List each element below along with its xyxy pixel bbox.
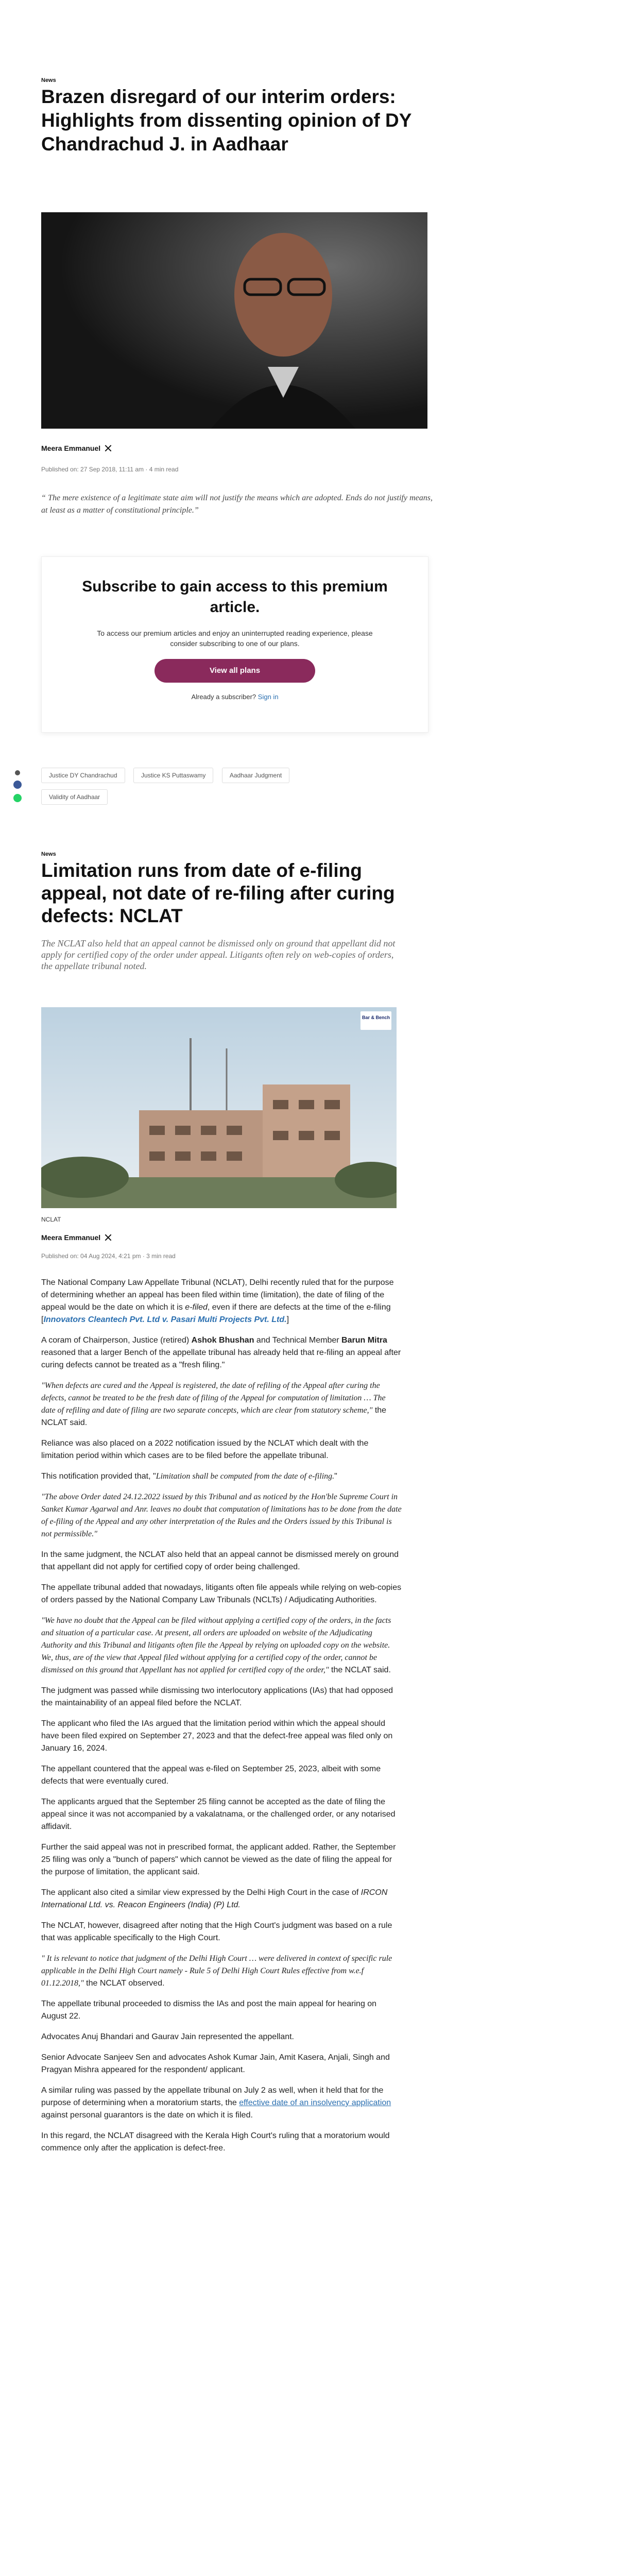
- paragraph: In the same judgment, the NCLAT also held that an appeal cannot be dismissed merely on ground that appellant did not apply for certified copy of order being challenged.: [41, 1550, 399, 1571]
- article1-title[interactable]: Brazen disregard of our interim orders: Highlights from dissenting opinion of DY Chandrachud J. in Aadhaar: [41, 86, 411, 155]
- sign-in-link[interactable]: Sign in: [258, 693, 279, 701]
- premium-heading: Subscribe to gain access to this premium article.: [82, 578, 388, 616]
- premium-text: To access our premium articles and enjoy an uninterrupted reading experience, please consider subscribing to one of our plans.: [97, 629, 373, 648]
- article1-published: Published on: 27 Sep 2018, 11:11 am · 4 min read: [41, 466, 179, 473]
- paragraph: This notification provided that, "Limitation shall be computed from the date of e-filing.": [41, 1472, 337, 1481]
- paragraph: A coram of Chairperson, Justice (retired) Ashok Bhushan and Technical Member Barun Mitra reasoned that a larger Bench of the appellate tribunal has already held that re-filing an appeal after curing defects cannot be treated as a "fresh filing.": [41, 1336, 401, 1369]
- article2-author[interactable]: Meera Emmanuel: [41, 1233, 433, 1242]
- tag[interactable]: Justice KS Puttaswamy: [133, 768, 213, 783]
- share-icon[interactable]: [15, 770, 20, 775]
- whatsapp-icon[interactable]: [13, 794, 22, 802]
- paragraph: Advocates Anuj Bhandari and Gaurav Jain represented the appellant.: [41, 2032, 294, 2041]
- article2-kicker: News: [41, 851, 56, 857]
- paragraph: The appellant countered that the appeal was e-filed on September 25, 2023, albeit with some defects that were eventually cured.: [41, 1765, 381, 1786]
- premium-paywall: [41, 556, 428, 733]
- paragraph: The judgment was passed while dismissing two interlocutory applications (IAs) that had opposed the maintainability of an appeal filed before the NCLAT.: [41, 1686, 393, 1707]
- paragraph: The applicants argued that the September 25 filing cannot be accepted as the date of filing the appeal since it was not accompanied by a vakalatnama, or the challenged order, or any notarised affidavit.: [41, 1798, 396, 1831]
- paragraph: Further the said appeal was not in prescribed format, the applicant added. Rather, the September 25 filing was only a "bunch of papers" which cannot be viewed as the date of filing the appeal for the purpose of limitation, the applicant said.: [41, 1843, 396, 1876]
- paragraph: " It is relevant to notice that judgment of the Delhi High Court … were delivered in context of specific rule applicable in the Delhi High Court namely - Rule 5 of Delhi High Court Rules effective from w.e.f 01.12.2018," the NCLAT observed.: [41, 1954, 392, 1988]
- article2-hero-image: [41, 1007, 397, 1208]
- paragraph: Senior Advocate Sanjeev Sen and advocates Ashok Kumar Jain, Amit Kasera, Anjali, Singh and Pragyan Mishra appeared for the respondent/ applicant.: [41, 2053, 390, 2074]
- paragraph: A similar ruling was passed by the appellate tribunal on July 2 as well, when it held that for the purpose of determining when a moratorium starts, the effective date of an insolvency application against personal guarantors is the date on which it is filed.: [41, 2086, 391, 2120]
- article1-tags: [41, 768, 433, 811]
- paragraph: The appellate tribunal added that nowadays, litigants often file appeals while relying on web-copies of orders passed by the National Company Law Tribunals (NCLTs) / Adjudicating Authorities.: [41, 1583, 402, 1604]
- view-all-plans-button[interactable]: View all plans: [154, 659, 315, 683]
- paragraph: The National Company Law Appellate Tribunal (NCLAT), Delhi recently ruled that for the purpose of determining whether an appeal has been filed within time (limitation), the date of filing of the appeal would be the date on which it is e-filed, even if there are defects at the time of the e-filing [Innovators Cleantech Pvt. Ltd v. Pasari Multi Projects Pvt. Ltd.]: [41, 1278, 394, 1324]
- paragraph: The NCLAT, however, disagreed after noting that the High Court's judgment was based on a rule that was applicable specifically to the High Court.: [41, 1921, 392, 1942]
- tag[interactable]: Justice DY Chandrachud: [41, 768, 125, 783]
- nclat-building-illustration: [41, 1007, 397, 1208]
- x-twitter-icon[interactable]: [105, 1234, 112, 1241]
- paragraph: In this regard, the NCLAT disagreed with the Kerala High Court's ruling that a moratorium would commence only after the application is defect-free.: [41, 2131, 390, 2153]
- paragraph: Reliance was also placed on a 2022 notification issued by the NCLAT which dealt with the limitation period within which cases are to be filed before the appellate tribunal.: [41, 1439, 369, 1460]
- paragraph: The appellate tribunal proceeded to dismiss the IAs and post the main appeal for hearing on August 22.: [41, 1999, 377, 2021]
- article2-body: [41, 1277, 402, 2163]
- tag[interactable]: Validity of Aadhaar: [41, 789, 108, 805]
- article1-quote: “ The mere existence of a legitimate state aim will not justify the means which are adopted. Ends do not justify means, at least as a matter of constitutional principle.”: [41, 494, 433, 515]
- article2-subtitle: The NCLAT also held that an appeal cannot be dismissed only on ground that appellant did not apply for certified copy of the order under appeal. Litigants often rely on web-copies of orders, the appellate tribunal noted.: [41, 938, 396, 971]
- article1-hero-image: [41, 212, 427, 429]
- paragraph: The applicant who filed the IAs argued that the limitation period within which the appeal should have been filed expired on September 27, 2023 and that the defect-free appeal was filed only on January 16, 2024.: [41, 1719, 393, 1753]
- article1-kicker: News: [41, 77, 56, 83]
- tag[interactable]: Aadhaar Judgment: [222, 768, 289, 783]
- paragraph: The applicant also cited a similar view expressed by the Delhi High Court in the case of IRCON International Ltd. vs. Reacon Engineers (India) (P) Ltd.: [41, 1888, 388, 1909]
- portrait-illustration: [41, 212, 427, 429]
- paragraph: "The above Order dated 24.12.2022 issued by this Tribunal and as noticed by the Hon'ble Supreme Court in Sanket Kumar Agarwal and Anr. leaves no doubt that computation of limitations has to be done from the date of e-filing of the Appeal and any other interpretation of the Rules and the Orders issued by this Tribunal is not permissible.": [41, 1493, 402, 1538]
- article1-author[interactable]: Meera Emmanuel: [41, 444, 433, 452]
- article2-image-caption: NCLAT: [41, 1216, 61, 1223]
- paragraph: "When defects are cured and the Appeal is registered, the date of refiling of the Appeal after curing the defects, cannot be treated to be the fresh date of filing of the Appeal for computation of limitation … The date of refiling and date of filing are two separate concepts, which are clear from statutory scheme," the NCLAT said.: [41, 1381, 387, 1427]
- paragraph: "We have no doubt that the Appeal can be filed without applying a certified copy of the orders, in the facts and situation of a particular case. At present, all orders are uploaded on website of the Adjudicating Authority and this Tribunal and litigants often file the Appeal by relying on uploaded copy on the website. We, thus, are of the view that Appeal filed without applying for a certified copy of the order, cannot be dismissed on this ground that Appellant has not applied for certified copy of the order," the NCLAT said.: [41, 1616, 391, 1674]
- article2-title[interactable]: Limitation runs from date of e-filing appeal, not date of re-filing after curing defects: NCLAT: [41, 860, 395, 926]
- x-twitter-icon[interactable]: [105, 445, 112, 452]
- article2-published: Published on: 04 Aug 2024, 4:21 pm · 3 min read: [41, 1252, 176, 1260]
- bar-and-bench-logo: Bar & Bench: [360, 1011, 391, 1030]
- already-subscriber-text: Already a subscriber?: [191, 693, 256, 701]
- facebook-icon[interactable]: [13, 781, 22, 789]
- article1-share-bar: [13, 770, 24, 807]
